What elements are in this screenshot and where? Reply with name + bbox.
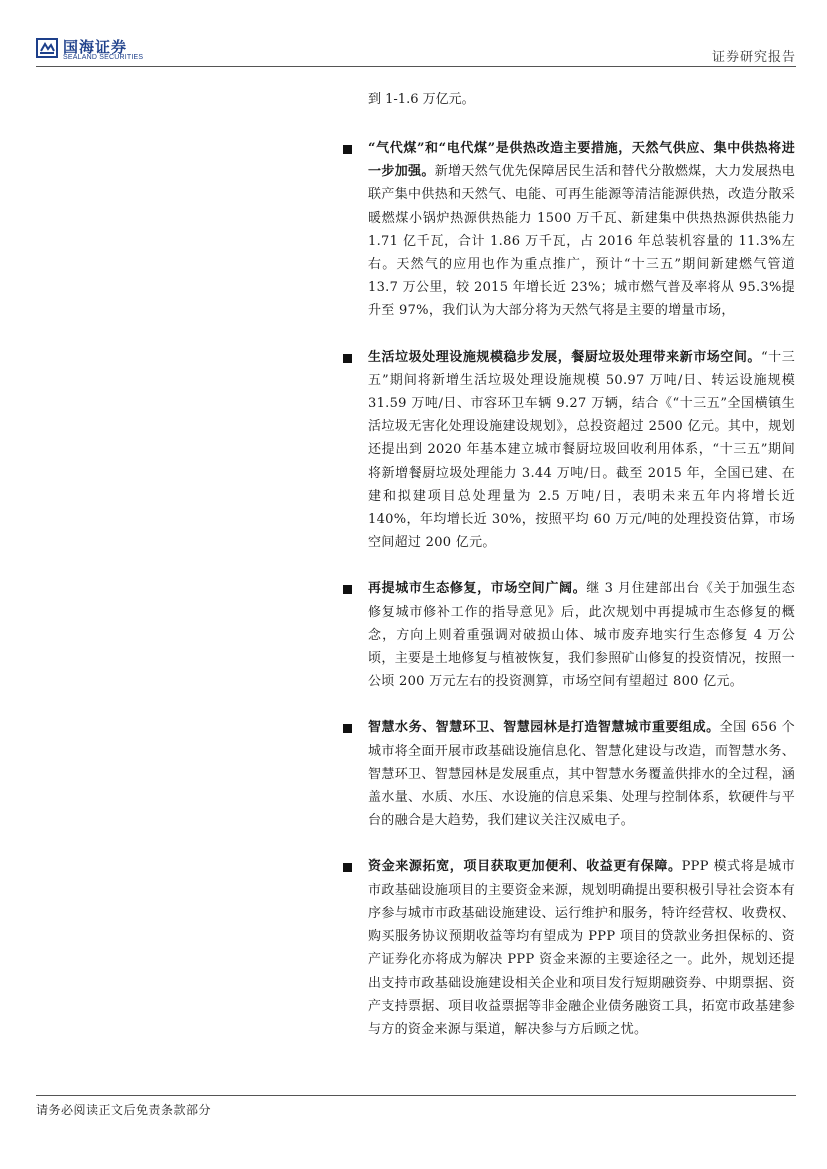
header-divider bbox=[36, 66, 796, 67]
report-type-label: 证券研究报告 bbox=[711, 50, 796, 65]
page-header bbox=[36, 36, 796, 66]
section-paragraph bbox=[368, 346, 795, 555]
company-logo bbox=[36, 36, 186, 64]
section-heading: 生活垃圾处理设施规模稳步发展，餐厨垃圾处理带来新市场空间。 bbox=[368, 349, 761, 365]
section-funding-sources bbox=[340, 855, 795, 1041]
section-text: 新增天然气优先保障居民生活和替代分散燃煤，大力发展热电联产集中供热和天然气、电能、可再生能源等清洁能源供热，改造分散采暖燃煤小锅炉热源供热能力 1500 万千瓦、新建集中供热热源供热能力 1.71 亿千瓦，合计 1.86 万千瓦，占 2016 年总装机容量的 11.3%左右。天然气的应用也作为重点推广，预计“十三五”期间新建燃气管道 13.7 万公里，较 2015 年增长近 23%；城市燃气普及率将从 95.3%提升至 97%，我们认为大部分将为天然气将是主要的增量市场， bbox=[368, 164, 795, 319]
report-body bbox=[340, 88, 795, 1064]
footer-disclaimer: 请务必阅读正文后免责条款部分 bbox=[36, 1103, 212, 1117]
logo-english-name: SEALAND SECURITIES bbox=[63, 54, 144, 61]
square-bullet-icon bbox=[343, 724, 352, 733]
section-heading: 智慧水务、智慧环卫、智慧园林是打造智慧城市重要组成。 bbox=[368, 720, 720, 736]
continuation-text: 到 1-1.6 万亿元。 bbox=[368, 92, 475, 107]
square-bullet-icon bbox=[343, 354, 352, 363]
section-text: “十三五”期间将新增生活垃圾处理设施规模 50.97 万吨/日、转运设施规模 31.59 万吨/日、市容环卫车辆 9.27 万辆，结合《“十三五”全国横镇生活垃圾无害化处理设施建设规划》，总投资超过 2500 亿元。其中，规划还提出到 2020 年基本建立城市餐厨垃圾回收利用体系，“十三五”期间将新增餐厨垃圾处理能力 3.44 万吨/日。截至 2015 年，全国已建、在建和拟建项目总处理量为 2.5 万吨/日，表明未来五年内将增长近 140%，年均增长近 30%，按照平均 60 万元/吨的处理投资估算，市场空间超过 200 亿元。 bbox=[368, 349, 795, 551]
sealand-logo-icon bbox=[36, 37, 58, 59]
section-text: 全国 656 个城市将全面开展市政基础设施信息化、智慧化建设与改造，而智慧水务、智慧环卫、智慧园林是发展重点，其中智慧水务覆盖供排水的全过程，涵盖水量、水质、水压、水设施的信息采集、处理与控制体系，软硬件与平台的融合是大趋势，我们建议关注汉威电子。 bbox=[368, 720, 795, 829]
section-heading: “气代煤”和“电代煤”是供热改造主要措施，天然气供应、集中供热将进一步加强。 bbox=[368, 141, 795, 180]
section-waste-processing bbox=[340, 346, 795, 555]
section-heading: 资金来源拓宽，项目获取更加便利、收益更有保障。 bbox=[368, 859, 682, 875]
square-bullet-icon bbox=[343, 145, 352, 154]
footer-divider bbox=[36, 1095, 796, 1096]
section-smart-city bbox=[340, 716, 795, 832]
section-gas-and-electric-heating bbox=[340, 137, 795, 323]
section-paragraph bbox=[368, 137, 795, 323]
section-ecological-restoration bbox=[340, 577, 795, 693]
logo-chinese-name: 国海证券 bbox=[63, 38, 128, 56]
section-text: 继 3 月住建部出台《关于加强生态修复城市修补工作的指导意见》后，此次规划中再提城市生态修复的概念，方向上则着重强调对破损山体、城市废弃地实行生态修复 4 万公顷，主要是土地修复与植被恢复，我们参照矿山修复的投资情况，按照一公顷 200 万元左右的投资测算，市场空间有望超过 800 亿元。 bbox=[368, 581, 795, 690]
section-paragraph bbox=[368, 716, 795, 832]
section-heading: 再提城市生态修复，市场空间广阔。 bbox=[368, 581, 587, 597]
section-paragraph bbox=[368, 577, 795, 693]
section-text: PPP 模式将是城市市政基础设施项目的主要资金来源，规划明确提出要积极引导社会资本有序参与城市市政基础设施建设、运行维护和服务，特许经营权、收费权、购买服务协议预期收益等均有望成为 PPP 项目的贷款业务担保标的、资产证券化亦将成为解决 PPP 资金来源的主要途径之一。此外，规划还提出支持市政基础设施建设相关企业和项目发行短期融资券、中期票据、资产支持票据、项目收益票据等非金融企业债务融资工具，拓宽市政基建参与方的资金来源与渠道，解决参与方后顾之忧。 bbox=[368, 859, 795, 1037]
square-bullet-icon bbox=[343, 863, 352, 872]
square-bullet-icon bbox=[343, 585, 352, 594]
section-paragraph bbox=[368, 855, 795, 1041]
